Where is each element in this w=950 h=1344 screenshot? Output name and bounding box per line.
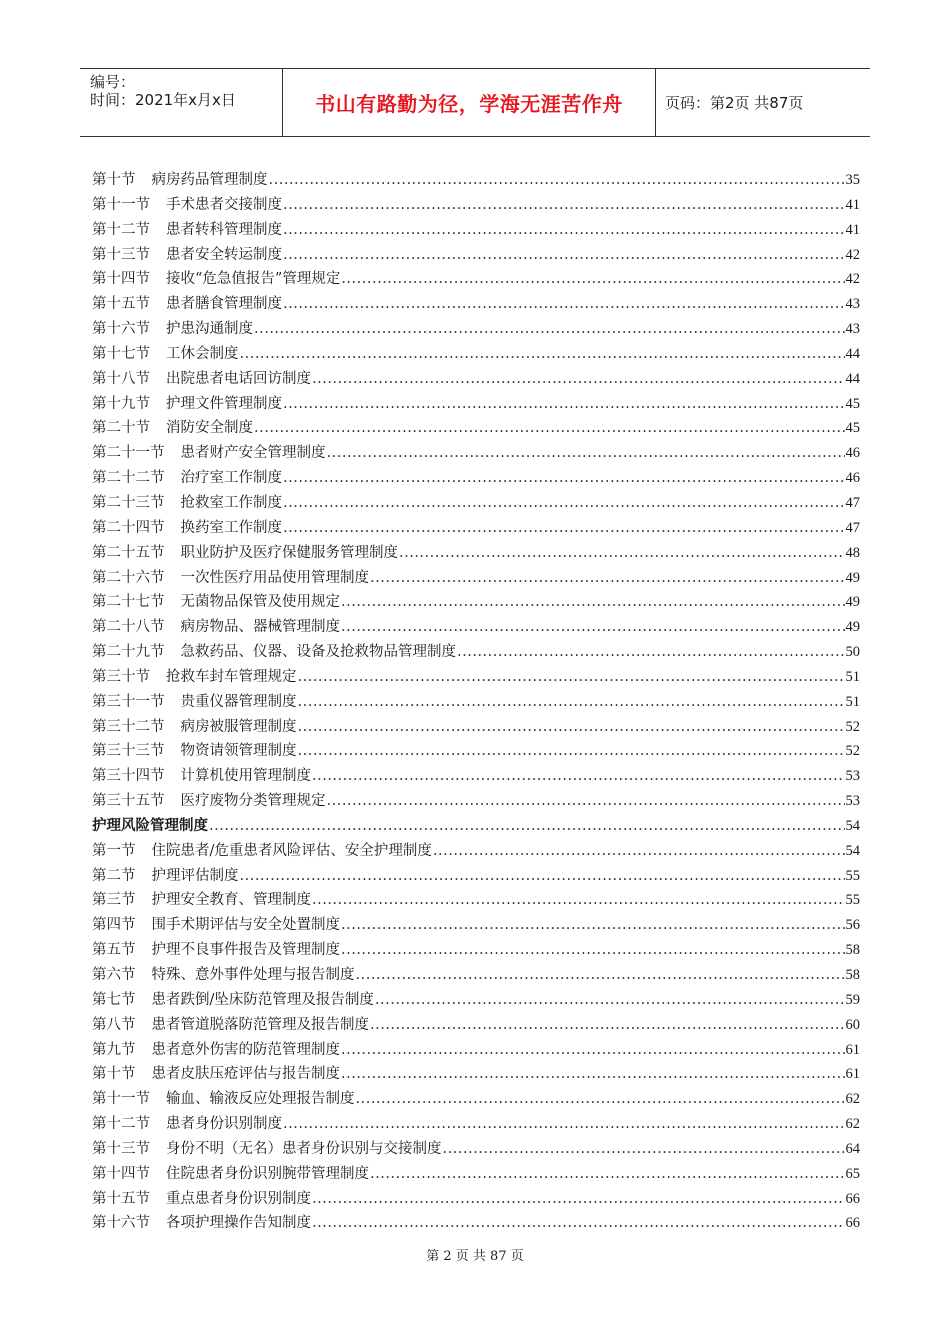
toc-page-number: 55 <box>845 892 860 909</box>
toc-page-number: 58 <box>845 942 860 959</box>
toc-entry[interactable] <box>92 267 860 292</box>
toc-page-number: 49 <box>845 569 860 586</box>
toc-leader-dots <box>254 420 845 436</box>
toc-page-number: 43 <box>845 321 860 338</box>
toc-entry[interactable] <box>92 888 860 913</box>
toc-leader-dots <box>341 619 845 635</box>
toc-page-number: 52 <box>845 743 860 760</box>
toc-title: 特殊、意外事件处理与报告制度 <box>151 967 355 983</box>
toc-page-number: 46 <box>845 445 860 462</box>
toc-section-number: 第十六节 <box>92 321 150 338</box>
toc-section-number: 第十一节 <box>92 196 150 213</box>
toc-title: 急救药品、仪器、设备及抢救物品管理制度 <box>180 644 456 661</box>
toc-entry[interactable] <box>92 590 860 615</box>
toc-page-number: 53 <box>845 768 860 785</box>
toc-leader-dots <box>341 942 845 958</box>
toc-page-number: 47 <box>845 494 860 511</box>
toc-entry[interactable] <box>92 839 860 864</box>
toc-title: 患者安全转运制度 <box>166 246 282 263</box>
toc-title: 抢救室工作制度 <box>180 494 282 511</box>
toc-chapter-heading[interactable] <box>92 814 860 839</box>
toc-page-number: 52 <box>845 718 860 735</box>
toc-leader-dots <box>269 172 845 188</box>
toc-leader-dots <box>433 843 845 859</box>
toc-section-number: 第三十五节 <box>92 793 165 810</box>
toc-leader-dots <box>298 743 845 759</box>
toc-entry[interactable] <box>92 789 860 814</box>
document-number-label: 编号： <box>90 73 136 91</box>
toc-leader-dots <box>312 1215 845 1231</box>
toc-title: 医疗废物分类管理规定 <box>180 793 326 810</box>
toc-leader-dots <box>283 247 845 263</box>
toc-entry[interactable] <box>92 764 860 789</box>
toc-section-number: 第三十节 <box>92 668 150 685</box>
toc-title: 输血、输液反应处理报告制度 <box>166 1091 355 1108</box>
toc-entry[interactable] <box>92 416 860 441</box>
toc-section-number: 第十七节 <box>92 345 150 362</box>
toc-entry[interactable] <box>92 441 860 466</box>
toc-entry[interactable] <box>92 392 860 417</box>
toc-entry[interactable] <box>92 367 860 392</box>
toc-section-number: 第一节 <box>92 842 136 859</box>
toc-title: 无菌物品保管及使用规定 <box>180 594 340 611</box>
toc-page-number: 66 <box>845 1190 860 1207</box>
toc-section-number: 第十二节 <box>92 221 150 238</box>
toc-leader-dots <box>457 644 845 660</box>
toc-entry[interactable] <box>92 168 860 193</box>
toc-leader-dots <box>298 694 845 710</box>
toc-entry[interactable] <box>92 864 860 889</box>
toc-title: 住院患者/危重患者风险评估、安全护理制度 <box>151 842 432 859</box>
toc-page-number: 59 <box>845 991 860 1008</box>
toc-entry[interactable] <box>92 292 860 317</box>
toc-leader-dots <box>370 1166 845 1182</box>
toc-title: 患者皮肤压疮评估与报告制度 <box>151 1066 340 1083</box>
header-page-info: 页码：第2页 共87页 <box>665 94 804 112</box>
toc-section-number: 第十五节 <box>92 296 150 313</box>
toc-page-number: 42 <box>845 271 860 288</box>
toc-leader-dots <box>312 371 845 387</box>
toc-page-number: 49 <box>845 619 860 636</box>
toc-page-number: 60 <box>845 1016 860 1033</box>
toc-page-number: 41 <box>845 221 860 238</box>
toc-leader-dots <box>240 346 845 362</box>
page-header <box>80 68 870 137</box>
toc-entry[interactable] <box>92 1187 860 1212</box>
toc-entry[interactable] <box>92 1062 860 1087</box>
page-footer: 第 2 页 共 87 页 <box>426 1249 524 1264</box>
toc-page-number: 46 <box>845 470 860 487</box>
toc-leader-dots <box>283 1116 845 1132</box>
document-date: 时间：2021年x月x日 <box>90 91 236 109</box>
toc-entry[interactable] <box>92 938 860 963</box>
toc-title: 换药室工作制度 <box>180 519 282 536</box>
toc-page-number: 50 <box>845 644 860 661</box>
toc-page-number: 48 <box>845 544 860 561</box>
toc-page-number: 66 <box>845 1215 860 1232</box>
toc-page-number: 62 <box>845 1116 860 1133</box>
toc-page-number: 43 <box>845 296 860 313</box>
toc-leader-dots <box>341 1042 845 1058</box>
toc-section-number: 第三十二节 <box>92 718 165 735</box>
toc-entry[interactable] <box>92 243 860 268</box>
toc-page-number: 62 <box>845 1091 860 1108</box>
toc-section-number: 第二十三节 <box>92 494 165 511</box>
toc-page-number: 58 <box>845 967 860 983</box>
toc-section-number: 第二十七节 <box>92 594 165 611</box>
toc-section-number: 第十节 <box>92 1066 136 1083</box>
toc-page-number: 54 <box>845 842 860 859</box>
toc-section-number: 第十三节 <box>92 246 150 263</box>
toc-entry[interactable] <box>92 491 860 516</box>
toc-section-number: 第十五节 <box>92 1190 150 1207</box>
toc-title: 职业防护及医疗保健服务管理制度 <box>180 544 398 561</box>
toc-page-number: 35 <box>845 172 860 188</box>
toc-entry[interactable] <box>92 1137 860 1162</box>
toc-page-number: 44 <box>845 345 860 362</box>
toc-entry[interactable] <box>92 739 860 764</box>
toc-section-number: 第十九节 <box>92 395 150 412</box>
toc-leader-dots <box>283 222 845 238</box>
toc-title: 贵重仪器管理制度 <box>180 693 297 710</box>
toc-leader-dots <box>283 396 845 412</box>
toc-entry[interactable] <box>92 615 860 640</box>
toc-title: 患者意外伤害的防范管理制度 <box>151 1041 340 1058</box>
toc-leader-dots <box>356 1091 845 1107</box>
toc-page-number: 45 <box>845 395 860 412</box>
toc-section-number: 第三节 <box>92 892 136 909</box>
toc-leader-dots <box>370 570 845 586</box>
toc-title: 治疗室工作制度 <box>180 470 282 487</box>
toc-title: 患者财产安全管理制度 <box>180 445 326 462</box>
toc-leader-dots <box>254 321 845 337</box>
toc-page-number: 51 <box>845 668 860 685</box>
toc-section-number: 第十二节 <box>92 1116 150 1133</box>
toc-entry[interactable] <box>92 1112 860 1137</box>
toc-page-number: 61 <box>845 1041 860 1058</box>
toc-section-number: 第十四节 <box>92 271 150 288</box>
toc-leader-dots <box>341 917 845 933</box>
toc-section-number: 第二十五节 <box>92 544 165 561</box>
toc-section-number: 第十八节 <box>92 370 150 387</box>
toc-page-number: 44 <box>845 370 860 387</box>
toc-leader-dots <box>312 892 845 908</box>
toc-page-number: 54 <box>845 817 860 834</box>
toc-section-number: 第十六节 <box>92 1215 150 1232</box>
toc-title: 工休会制度 <box>166 345 239 362</box>
toc-leader-dots <box>356 967 845 983</box>
toc-section-number: 第二十九节 <box>92 644 165 661</box>
toc-entry[interactable] <box>92 466 860 491</box>
toc-entry[interactable] <box>92 640 860 665</box>
toc-title: 围手术期评估与安全处置制度 <box>151 917 340 934</box>
toc-page-number: 65 <box>845 1165 860 1182</box>
header-motto: 书山有路勤为径，学海无涯苦作舟 <box>282 69 656 136</box>
toc-entry[interactable] <box>92 913 860 938</box>
toc-section-number: 第二十节 <box>92 420 150 437</box>
toc-leader-dots <box>283 495 845 511</box>
toc-section-number: 第六节 <box>92 967 136 983</box>
toc-page-number: 45 <box>845 420 860 437</box>
toc-entry[interactable] <box>92 665 860 690</box>
toc-entry[interactable] <box>92 1087 860 1112</box>
toc-title: 患者转科管理制度 <box>166 221 282 238</box>
toc-title: 患者膳食管理制度 <box>166 296 282 313</box>
toc-entry[interactable] <box>92 988 860 1013</box>
toc-leader-dots <box>283 296 845 312</box>
toc-title: 病房药品管理制度 <box>151 172 268 188</box>
toc-page-number: 41 <box>845 196 860 213</box>
toc-section-number: 第三十四节 <box>92 768 165 785</box>
toc-leader-dots <box>327 445 845 461</box>
toc-section-number: 第五节 <box>92 942 136 959</box>
toc-entry[interactable] <box>92 1211 860 1236</box>
toc-title: 护理评估制度 <box>151 867 239 884</box>
toc-title: 各项护理操作告知制度 <box>166 1215 311 1232</box>
toc-entry[interactable] <box>92 715 860 740</box>
toc-leader-dots <box>327 793 845 809</box>
toc-page-number: 61 <box>845 1066 860 1083</box>
toc-title: 患者身份识别制度 <box>166 1116 282 1133</box>
toc-title: 住院患者身份识别腕带管理制度 <box>166 1165 369 1182</box>
toc-leader-dots <box>375 992 845 1008</box>
toc-section-number: 第十节 <box>92 172 136 188</box>
toc-section-number: 第八节 <box>92 1016 136 1033</box>
toc-section-number: 第三十一节 <box>92 693 165 710</box>
toc-title: 一次性医疗用品使用管理制度 <box>180 569 369 586</box>
toc-title: 护理风险管理制度 <box>92 817 208 834</box>
toc-section-number: 第四节 <box>92 917 136 934</box>
toc-title: 手术患者交接制度 <box>166 196 282 213</box>
toc-section-number: 第二十二节 <box>92 470 165 487</box>
toc-entry[interactable] <box>92 342 860 367</box>
toc-leader-dots <box>240 868 845 884</box>
toc-title: 身份不明（无名）患者身份识别与交接制度 <box>166 1140 442 1157</box>
toc-page-number: 53 <box>845 793 860 810</box>
toc-leader-dots <box>209 818 845 834</box>
toc-section-number: 第七节 <box>92 991 136 1008</box>
toc-entry[interactable] <box>92 1038 860 1063</box>
toc-leader-dots <box>370 1017 845 1033</box>
toc-page-number: 55 <box>845 867 860 884</box>
toc-title: 重点患者身份识别制度 <box>166 1190 311 1207</box>
toc-leader-dots <box>298 719 845 735</box>
toc-title: 出院患者电话回访制度 <box>166 370 311 387</box>
toc-leader-dots <box>341 271 844 287</box>
toc-title: 物资请领管理制度 <box>180 743 297 760</box>
toc-entry[interactable] <box>92 1162 860 1187</box>
toc-section-number: 第十一节 <box>92 1091 150 1108</box>
toc-leader-dots <box>298 669 845 685</box>
toc-leader-dots <box>443 1141 845 1157</box>
toc-section-number: 第二节 <box>92 867 136 884</box>
toc-entry[interactable] <box>92 516 860 541</box>
toc-leader-dots <box>399 545 845 561</box>
toc-section-number: 第十三节 <box>92 1140 150 1157</box>
toc-section-number: 第二十一节 <box>92 445 165 462</box>
toc-page-number: 51 <box>845 693 860 710</box>
toc-page-number: 42 <box>845 246 860 263</box>
toc-title: 护理不良事件报告及管理制度 <box>151 942 340 959</box>
toc-leader-dots <box>283 197 845 213</box>
toc-section-number: 第二十四节 <box>92 519 165 536</box>
toc-title: 抢救车封车管理规定 <box>166 668 297 685</box>
toc-title: 患者管道脱落防范管理及报告制度 <box>151 1016 369 1033</box>
toc-leader-dots <box>312 768 845 784</box>
toc-title: 病房被服管理制度 <box>180 718 297 735</box>
toc-title: 护理安全教育、管理制度 <box>151 892 311 909</box>
toc-title: 病房物品、器械管理制度 <box>180 619 340 636</box>
toc-leader-dots <box>341 1066 845 1082</box>
toc-title: 护理文件管理制度 <box>166 395 282 412</box>
toc-entry[interactable] <box>92 317 860 342</box>
toc-entry[interactable] <box>92 566 860 591</box>
toc-section-number: 第二十六节 <box>92 569 165 586</box>
toc-page-number: 47 <box>845 519 860 536</box>
toc-title: 患者跌倒/坠床防范管理及报告制度 <box>151 991 374 1008</box>
toc-title: 计算机使用管理制度 <box>180 768 311 785</box>
toc-section-number: 第十四节 <box>92 1165 150 1182</box>
toc-section-number: 第三十三节 <box>92 743 165 760</box>
table-of-contents <box>92 168 860 1236</box>
toc-leader-dots <box>312 1191 845 1207</box>
toc-page-number: 56 <box>845 917 860 934</box>
toc-page-number: 64 <box>845 1140 860 1157</box>
toc-entry[interactable] <box>92 541 860 566</box>
toc-title: 接收“危急值报告”管理规定 <box>166 271 341 288</box>
toc-section-number: 第九节 <box>92 1041 136 1058</box>
toc-title: 护患沟通制度 <box>166 321 253 338</box>
toc-page-number: 49 <box>845 594 860 611</box>
toc-entry[interactable] <box>92 690 860 715</box>
toc-entry[interactable] <box>92 963 860 988</box>
toc-section-number: 第二十八节 <box>92 619 165 636</box>
toc-entry[interactable] <box>92 193 860 218</box>
toc-leader-dots <box>283 520 845 536</box>
header-meta <box>80 69 282 136</box>
toc-leader-dots <box>283 470 845 486</box>
toc-leader-dots <box>341 594 845 610</box>
toc-entry[interactable] <box>92 1013 860 1038</box>
toc-title: 消防安全制度 <box>166 420 253 437</box>
toc-entry[interactable] <box>92 218 860 243</box>
